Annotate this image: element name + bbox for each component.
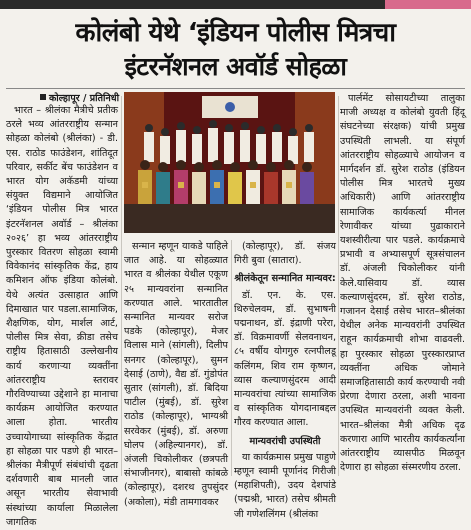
- subheading-sri-lanka-honorees: श्रीलंकेतून सन्मानित मान्यवर:: [234, 273, 336, 285]
- article-column-3: [234, 240, 336, 520]
- event-group-photo: [124, 92, 335, 233]
- article-column-1: [6, 104, 118, 528]
- subheading-dignitaries: मान्यवरांची उपस्थिती: [249, 435, 321, 447]
- column-separator: [121, 96, 122, 476]
- headline-divider: [6, 88, 465, 89]
- top-banner-strip: [0, 0, 471, 9]
- column-4-text: पार्लमेंट सोसायटीच्या तालुका माजी अध्यक्ष व कोलंबो युवती हिंदू संघटनेच्या संरक्षक) यांची प्रमुख उपस्थिती लाभली. या संपूर्ण आंतरराष्ट्रीय सोहळ्याचे आयोजन व मार्गदर्शन डॉ. सुरेश राठोड (इंडियन पोलीस मित्र भारतचे मुख्य अधिकारी) आणि आंतरराष्ट्रीय सामाजिक कार्यकर्त्या मीनल रेणावीकर यांच्या पुढाकाराने यशस्वीरीत्या पार पडले. कार्यक्रमाचे प्रभावी व अभ्यासपूर्ण सूत्रसंचालन डॉ. अंजली चिकोलीकर यांनी केले.यासिवाय डॉ. व्यास कल्याणसुंदरम, डॉ. सुरेश राठोड, गजानन देसाई तसेच भारत–श्रीलंका येथील अनेक मान्यवरांनी उपस्थित राहून कार्यक्रमाची शोभा वाढवली. हा पुरस्कार सोहळा पुरस्कारप्राप्त व्यक्तींना अधिक जोमाने समाजहितासाठी कार्य करण्याची नवी प्रेरणा देणारा ठरला, अशी भावना उपस्थित मान्यवरांनी व्यक्त केली. भारत–श्रीलंका मैत्री अधिक दृढ करणारा आणि भारतीय कार्यकर्त्यांना आंतरराष्ट्रीय व्यासपीठ मिळवून देणारा हा सोहळा संस्मरणीय ठरला.: [340, 93, 465, 474]
- article-column-2: [124, 240, 228, 508]
- column-1-text: भारत – श्रीलंका मैत्रीचे प्रतीक ठरले भव्य आंतरराष्ट्रीय सन्मान सोहळा कोलंबो (श्रीलंका) - डी. एस. राठोड फाउंडेशन, शांतिदूत परिवार, सर्कीट बेंच फाउंडेशन व भारत योग अकॅडमी यांच्या संयुक्त विद्यमाने आयोजित ‘इंडियन पोलीस मित्र भारत इंटरनॅशनल अवॉर्ड – श्रीलंका २०२६’ हा भव्य आंतरराष्ट्रीय पुरस्कार वितरण सोहळा स्वामी विवेकानंद सांस्कृतिक केंद्र, हाय कमिशन ऑफ इंडिया कोलंबो. येथे अत्यंत उत्साहात आणि दिमाखात पार पडला.सामाजिक, शैक्षणिक, योग, मार्शल आर्ट, पोलीस मित्र सेवा, क्रीडा तसेच राष्ट्रीय हितासाठी उल्लेखनीय कार्य करणाऱ्या व्यक्तींना आंतरराष्ट्रीय स्तरावर गौरविण्याच्या उद्देशाने हा मानाचा कार्यक्रम आयोजित करण्यात आला होता. भारतीय उच्चायोगाच्या सांस्कृतिक केंद्रात हा सोहळा पार पडणे ही भारत–श्रीलंका मैत्रीपूर्ण संबंधांची दृढता दर्शवणारी बाब मानली जात असून भारतीय सेवाभावी संस्थांच्या कार्याला मिळालेला जागतिक: [6, 105, 118, 528]
- column-separator: [231, 240, 232, 476]
- banner-pink-band: [385, 0, 471, 9]
- bullet-square-icon: [40, 94, 46, 100]
- column-separator: [338, 96, 339, 476]
- column-3-body-1: डॉ. एन. के. एस. थिरुचेलवम, डॉ. सुभाषनी पद्मनाथन, डॉ. इंद्राणी परेरा, डॉ. विक्रमावर्णी सेलवनाथन, ८५ वर्षीय योगगुरु रत्नपीलडू कलिंगम, शिव राम कृष्णन, व्यास कल्याणसुंदरम आदी मान्यवरांचा त्यांच्या सामाजिक व सांस्कृतिक योगदानाबद्दल गौरव करण्यात आला.: [234, 289, 336, 429]
- headline-line-1: कोलंबो येथे ‘इंडियन पोलीस मित्रचा: [75, 18, 396, 48]
- group-photo-illustration: [124, 92, 335, 233]
- column-2-text: सन्मान म्हणून याकडे पाहिले जात आहे. या सोहळ्यात भारत व श्रीलंका येथील एकूण २५ मान्यवरांना सन्मानित करण्यात आले. भारतातील सन्मानित मान्यवर सरोज पडके (कोल्हापूर), मेजर विलास माने (सांगली), दिलीप सनगर (कोल्हापूर), सुमन देसाई (ठाणे), वैद्य डॉ. गुंडोपंत सुतार (सांगली), डॉ. बिदिया पाटील (मुंबई), डॉ. सुरेश राठोड (कोल्हापूर), भाग्यश्री सरवेकर (मुंबई), डॉ. अरुणा घोलप (अहिल्यानगर), डॉ. अंजली चिकोलीकर (छत्रपती संभाजीनगर), बाबासो कांबळे (कोल्हापूर), दशरथ तुपसुंदर (अकोला), मंडी तामगावकर: [124, 241, 228, 508]
- dateline: [40, 91, 119, 104]
- article-column-4: [340, 92, 465, 476]
- headline-line-2: इंटरनॅशनल अवॉर्ड सोहळा: [124, 52, 347, 81]
- column-3-text: (कोल्हापूर), डॉ. संजय गिरी बुवा (सातारा).: [234, 241, 336, 267]
- column-3-body-2: या कार्यक्रमास प्रमुख पाहुणे म्हणून स्वामी पूर्णानंद गिरीजी (महाशिपती), उदय देशपांडे (पद्मश्री, भारत) तसेच श्रीमती जी गणेशलिंगम (श्रीलंका: [234, 451, 336, 520]
- dateline-text: कोल्हापूर / प्रतिनिधी: [49, 93, 120, 104]
